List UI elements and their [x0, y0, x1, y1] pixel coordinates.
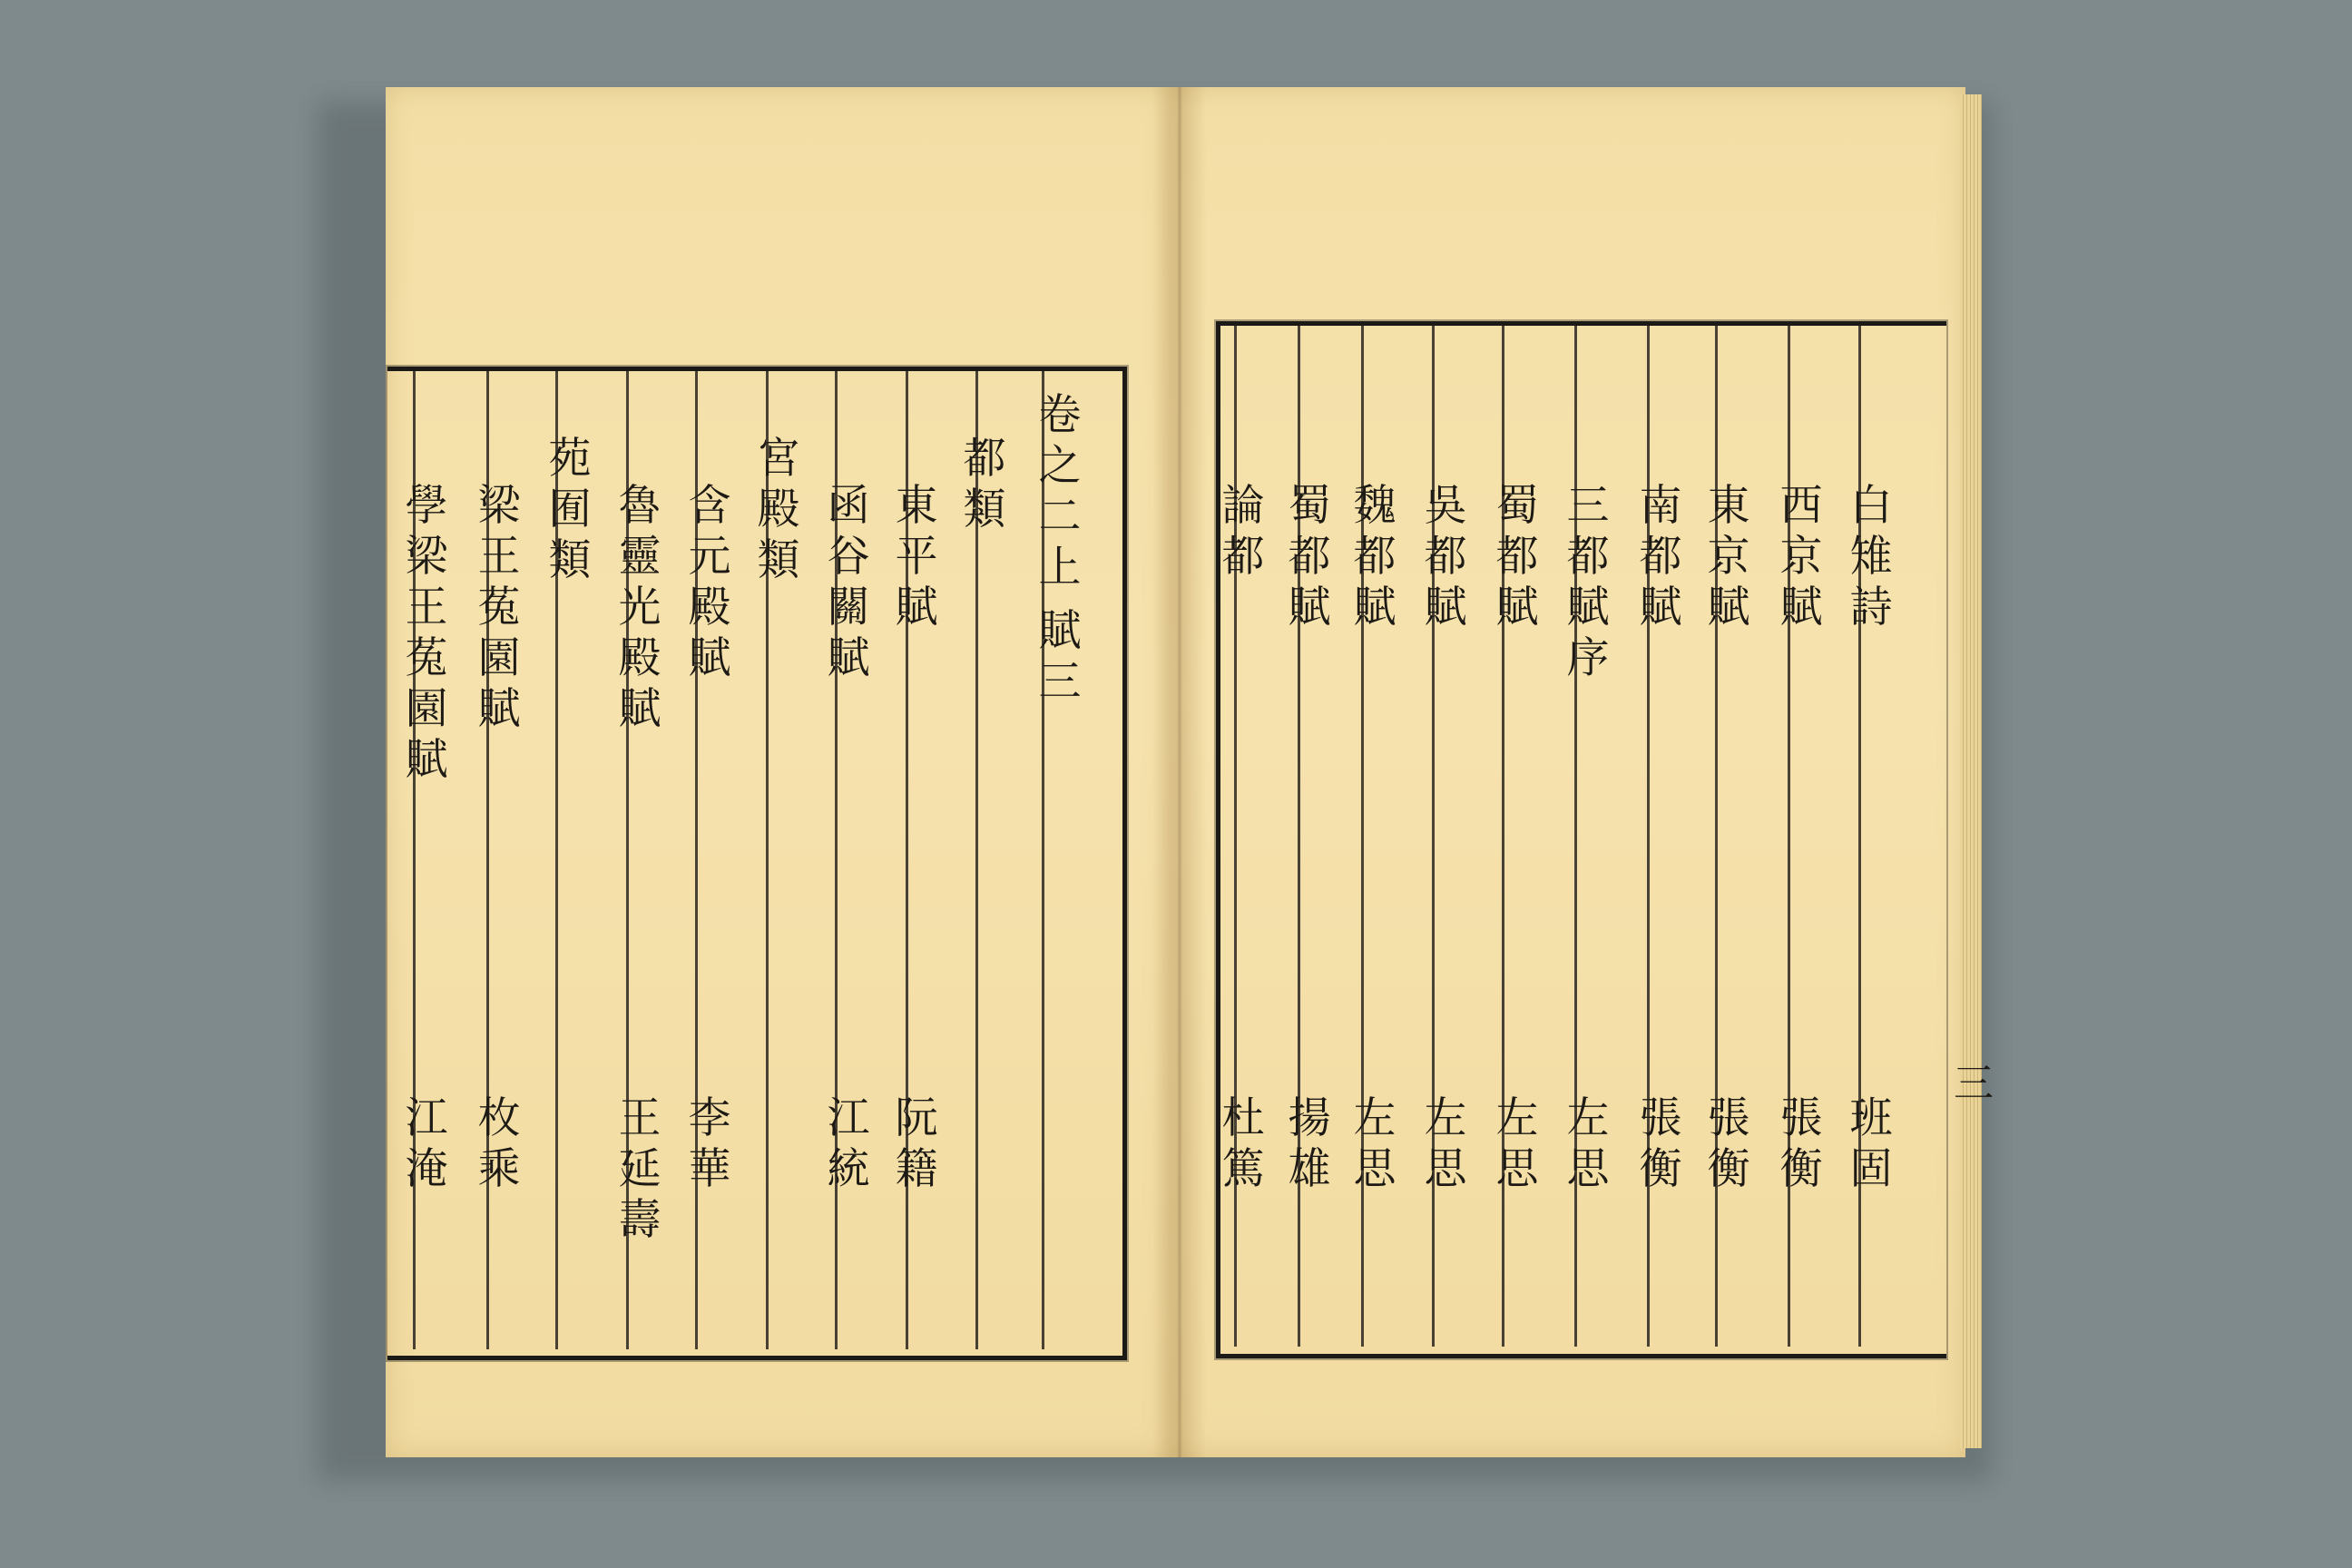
right-title-text: 三 都 賦 序: [1566, 481, 1610, 683]
right-title: [1490, 481, 1544, 633]
right-author: [1633, 1093, 1688, 1195]
right-title-text: 蜀 都 賦: [1495, 481, 1539, 632]
left-author-text: 李 華: [688, 1093, 731, 1194]
right-title: [1216, 481, 1270, 583]
left-title: [399, 481, 454, 786]
right-title: [1774, 481, 1828, 633]
right-author-text: 班 固: [1849, 1093, 1893, 1194]
right-author: [1844, 1093, 1898, 1195]
left-title-text: 苑 囿 類: [548, 434, 592, 585]
right-title-text: 蜀 都 賦: [1288, 481, 1331, 632]
right-title-text: 東 京 賦: [1707, 481, 1750, 632]
left-title-text: 東 平 賦: [895, 481, 938, 632]
volume-heading-text: 卷 之 二 上: [1038, 390, 1082, 593]
right-title: [1844, 481, 1898, 633]
right-page-frame: [1216, 321, 1946, 1358]
right-author: [1418, 1093, 1473, 1195]
left-title: [751, 434, 806, 586]
left-title: [957, 434, 1012, 535]
right-title: [1348, 481, 1402, 633]
book-gutter: [1152, 87, 1207, 1457]
left-title-text: 都 類: [963, 434, 1006, 534]
right-author-text: 左 思: [1566, 1093, 1610, 1194]
right-author: [1774, 1093, 1828, 1195]
left-title: [821, 481, 876, 684]
right-title: [1701, 481, 1756, 633]
right-title-text: 吳 都 賦: [1424, 481, 1467, 632]
left-title: [472, 481, 526, 735]
right-author: [1348, 1093, 1402, 1195]
left-title: [612, 481, 667, 735]
right-author-text: 張 衡: [1779, 1093, 1823, 1194]
left-author: [612, 1093, 667, 1246]
volume-heading-suffix-text: 賦 三: [1038, 606, 1082, 707]
left-title: [543, 434, 597, 586]
right-author: [1282, 1093, 1337, 1195]
left-title-text: 魯 靈 光 殿 賦: [618, 481, 662, 734]
volume-heading: [1033, 390, 1087, 593]
right-author: [1701, 1093, 1756, 1195]
left-author: [399, 1093, 454, 1195]
right-title-text: 論 都: [1221, 481, 1265, 582]
margin-page-number-text: 三: [1946, 1062, 1993, 1102]
right-title-text: 魏 都 賦: [1353, 481, 1396, 632]
right-author-text: 張 衡: [1707, 1093, 1750, 1194]
left-title-text: 函 谷 關 賦: [827, 481, 870, 683]
left-author-text: 阮 籍: [895, 1093, 938, 1194]
volume-heading-suffix: [1033, 606, 1087, 708]
right-title: [1561, 481, 1615, 684]
right-title: [1418, 481, 1473, 633]
left-title-text: 宮 殿 類: [757, 434, 800, 585]
right-author: [1490, 1093, 1544, 1195]
left-title-text: 梁 王 菟 園 賦: [477, 481, 521, 734]
left-author-text: 江 統: [827, 1093, 870, 1194]
left-author: [821, 1093, 876, 1195]
left-author-text: 江 淹: [405, 1093, 448, 1194]
right-author: [1561, 1093, 1615, 1195]
right-author-text: 張 衡: [1639, 1093, 1682, 1194]
right-title: [1633, 481, 1688, 633]
right-author: [1216, 1093, 1270, 1195]
right-author-text: 左 思: [1495, 1093, 1539, 1194]
left-title-text: 含 元 殿 賦: [688, 481, 731, 683]
left-title: [889, 481, 944, 633]
left-title-text: 學 梁 王 菟 園 賦: [405, 481, 448, 785]
page-edges: [1960, 94, 1982, 1448]
left-author-text: 枚 乘: [477, 1093, 521, 1194]
right-author-text: 揚 雄: [1288, 1093, 1331, 1194]
margin-page-number: [1940, 1062, 1998, 1102]
left-author: [682, 1093, 737, 1195]
left-author: [889, 1093, 944, 1195]
left-title: [682, 481, 737, 684]
right-author-text: 杜 篤: [1221, 1093, 1265, 1194]
right-title-text: 白 雉 詩: [1849, 481, 1893, 632]
right-title-text: 南 都 賦: [1639, 481, 1682, 632]
right-author-text: 左 思: [1353, 1093, 1396, 1194]
right-title-text: 西 京 賦: [1779, 481, 1823, 632]
left-author-text: 王 延 壽: [618, 1093, 662, 1245]
right-author-text: 左 思: [1424, 1093, 1467, 1194]
left-author: [472, 1093, 526, 1195]
right-title: [1282, 481, 1337, 633]
